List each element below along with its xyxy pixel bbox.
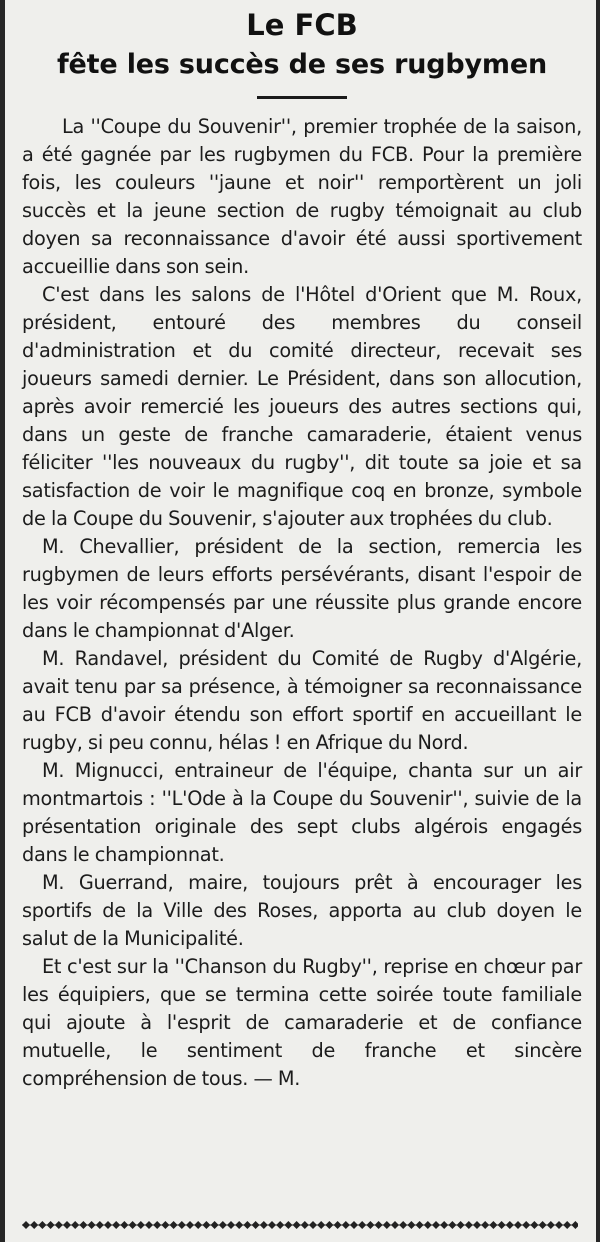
border-diamond bbox=[301, 1221, 309, 1229]
paragraph-5: M. Mignucci, entraineur de l'équipe, chanta sur un air montmartois : ''L'Ode à la Coupe du Souvenir'', suivie de la présentation originale des sept clubs algérois engagés dans le championnat. bbox=[22, 759, 582, 866]
border-diamond bbox=[440, 1221, 448, 1229]
border-diamond bbox=[161, 1221, 169, 1229]
left-frame-border bbox=[0, 0, 5, 1242]
border-diamond bbox=[276, 1221, 284, 1229]
border-diamond bbox=[202, 1221, 210, 1229]
paragraph-6: M. Guerrand, maire, toujours prêt à encourager les sportifs de la Ville des Roses, apporta au club doyen le salut de la Municipalité. bbox=[22, 871, 582, 950]
border-diamond bbox=[293, 1221, 301, 1229]
border-diamond bbox=[448, 1221, 456, 1229]
border-diamond bbox=[268, 1221, 276, 1229]
border-diamond bbox=[563, 1221, 571, 1229]
border-diamond bbox=[219, 1221, 227, 1229]
border-diamond bbox=[104, 1221, 112, 1229]
border-diamond bbox=[416, 1221, 424, 1229]
border-diamond bbox=[555, 1221, 563, 1229]
border-diamond bbox=[334, 1221, 342, 1229]
border-diamond bbox=[498, 1221, 506, 1229]
border-diamond bbox=[457, 1221, 465, 1229]
border-diamond bbox=[79, 1221, 87, 1229]
border-diamond bbox=[506, 1221, 514, 1229]
border-diamond bbox=[366, 1221, 374, 1229]
border-diamond bbox=[481, 1221, 489, 1229]
article-body bbox=[22, 113, 582, 1093]
border-diamond bbox=[47, 1221, 55, 1229]
border-diamond bbox=[137, 1221, 145, 1229]
headline-line-2: fête les succès de ses rugbymen bbox=[57, 49, 547, 80]
border-diamond bbox=[407, 1221, 415, 1229]
border-diamond bbox=[211, 1221, 219, 1229]
border-diamond bbox=[120, 1221, 128, 1229]
border-diamond bbox=[178, 1221, 186, 1229]
paragraph-1: La ''Coupe du Souvenir'', premier trophée de la saison, a été gagnée par les rugbymen du FCB. Pour la première fois, les couleurs ''jaune et noir'' remportèrent un joli succès et la jeune section de rugby témoignait au club doyen sa reconnaissance d'avoir été aussi sportivement accueillie dans son sein. bbox=[22, 115, 582, 278]
headline-line-1: Le FCB bbox=[246, 8, 358, 42]
border-diamond bbox=[252, 1221, 260, 1229]
border-diamond bbox=[547, 1221, 555, 1229]
newspaper-clipping bbox=[22, 0, 582, 1242]
border-diamond bbox=[522, 1221, 530, 1229]
right-frame-border bbox=[596, 0, 600, 1242]
border-diamond bbox=[22, 1221, 30, 1229]
border-diamond bbox=[129, 1221, 137, 1229]
border-diamond bbox=[186, 1221, 194, 1229]
diamond-chain-border bbox=[22, 1218, 578, 1242]
border-diamond bbox=[284, 1221, 292, 1229]
border-diamond bbox=[88, 1221, 96, 1229]
border-diamond bbox=[325, 1221, 333, 1229]
paragraph-2: C'est dans les salons de l'Hôtel d'Orient que M. Roux, président, entouré des membres du conseil d'administration et du comité directeur, recevait ses joueurs samedi dernier. Le Président, dans son allocution, après avoir remercié les joueurs des autres sections qui, dans un geste de franche camaraderie, étaient venus féliciter ''les nouveaux du rugby'', dit toute sa joie et sa satisfaction de voir le magnifique coq en bronze, symbole de la Coupe du Souvenir, s'ajouter aux trophées du club. bbox=[22, 283, 582, 530]
border-diamond bbox=[227, 1221, 235, 1229]
border-diamond bbox=[317, 1221, 325, 1229]
border-diamond bbox=[383, 1221, 391, 1229]
border-diamond bbox=[375, 1221, 383, 1229]
border-diamond bbox=[243, 1221, 251, 1229]
border-diamond bbox=[55, 1221, 63, 1229]
border-diamond bbox=[530, 1221, 538, 1229]
border-diamond bbox=[145, 1221, 153, 1229]
border-diamond bbox=[235, 1221, 243, 1229]
border-diamond bbox=[63, 1221, 71, 1229]
border-diamond bbox=[309, 1221, 317, 1229]
border-diamond bbox=[194, 1221, 202, 1229]
border-diamond bbox=[424, 1221, 432, 1229]
border-diamond bbox=[112, 1221, 120, 1229]
border-diamond bbox=[71, 1221, 79, 1229]
border-diamond bbox=[170, 1221, 178, 1229]
border-diamond bbox=[465, 1221, 473, 1229]
border-diamond bbox=[539, 1221, 547, 1229]
paragraph-7: Et c'est sur la ''Chanson du Rugby'', reprise en chœur par les équipiers, que se termina cette soirée toute familiale qui ajoute à l'esprit de camaraderie et de confiance mutuelle, le sentiment de franche et sincère compréhension de tous. — M. bbox=[22, 955, 582, 1090]
border-diamond bbox=[260, 1221, 268, 1229]
decorative-bottom-border bbox=[22, 1218, 578, 1242]
border-diamond bbox=[38, 1221, 46, 1229]
border-diamond bbox=[350, 1221, 358, 1229]
border-diamond bbox=[30, 1221, 38, 1229]
paragraph-4: M. Randavel, président du Comité de Rugby d'Algérie, avait tenu par sa présence, à témoigner sa reconnaissance au FCB d'avoir étendu son effort sportif en accueillant le rugby, si peu connu, hélas ! en Afrique du Nord. bbox=[22, 647, 582, 754]
border-diamond bbox=[399, 1221, 407, 1229]
border-diamond bbox=[514, 1221, 522, 1229]
paragraph-3: M. Chevallier, président de la section, remercia les rugbymen de leurs efforts persévérants, disant l'espoir de les voir récompensés par une réussite plus grande encore dans le championnat d'Alger. bbox=[22, 535, 582, 642]
title-rule bbox=[257, 96, 347, 99]
border-diamond bbox=[96, 1221, 104, 1229]
border-diamond bbox=[432, 1221, 440, 1229]
border-diamond bbox=[342, 1221, 350, 1229]
border-diamond bbox=[571, 1221, 578, 1229]
border-diamond bbox=[489, 1221, 497, 1229]
border-diamond bbox=[391, 1221, 399, 1229]
border-diamond bbox=[473, 1221, 481, 1229]
border-diamond bbox=[153, 1221, 161, 1229]
border-diamond bbox=[358, 1221, 366, 1229]
